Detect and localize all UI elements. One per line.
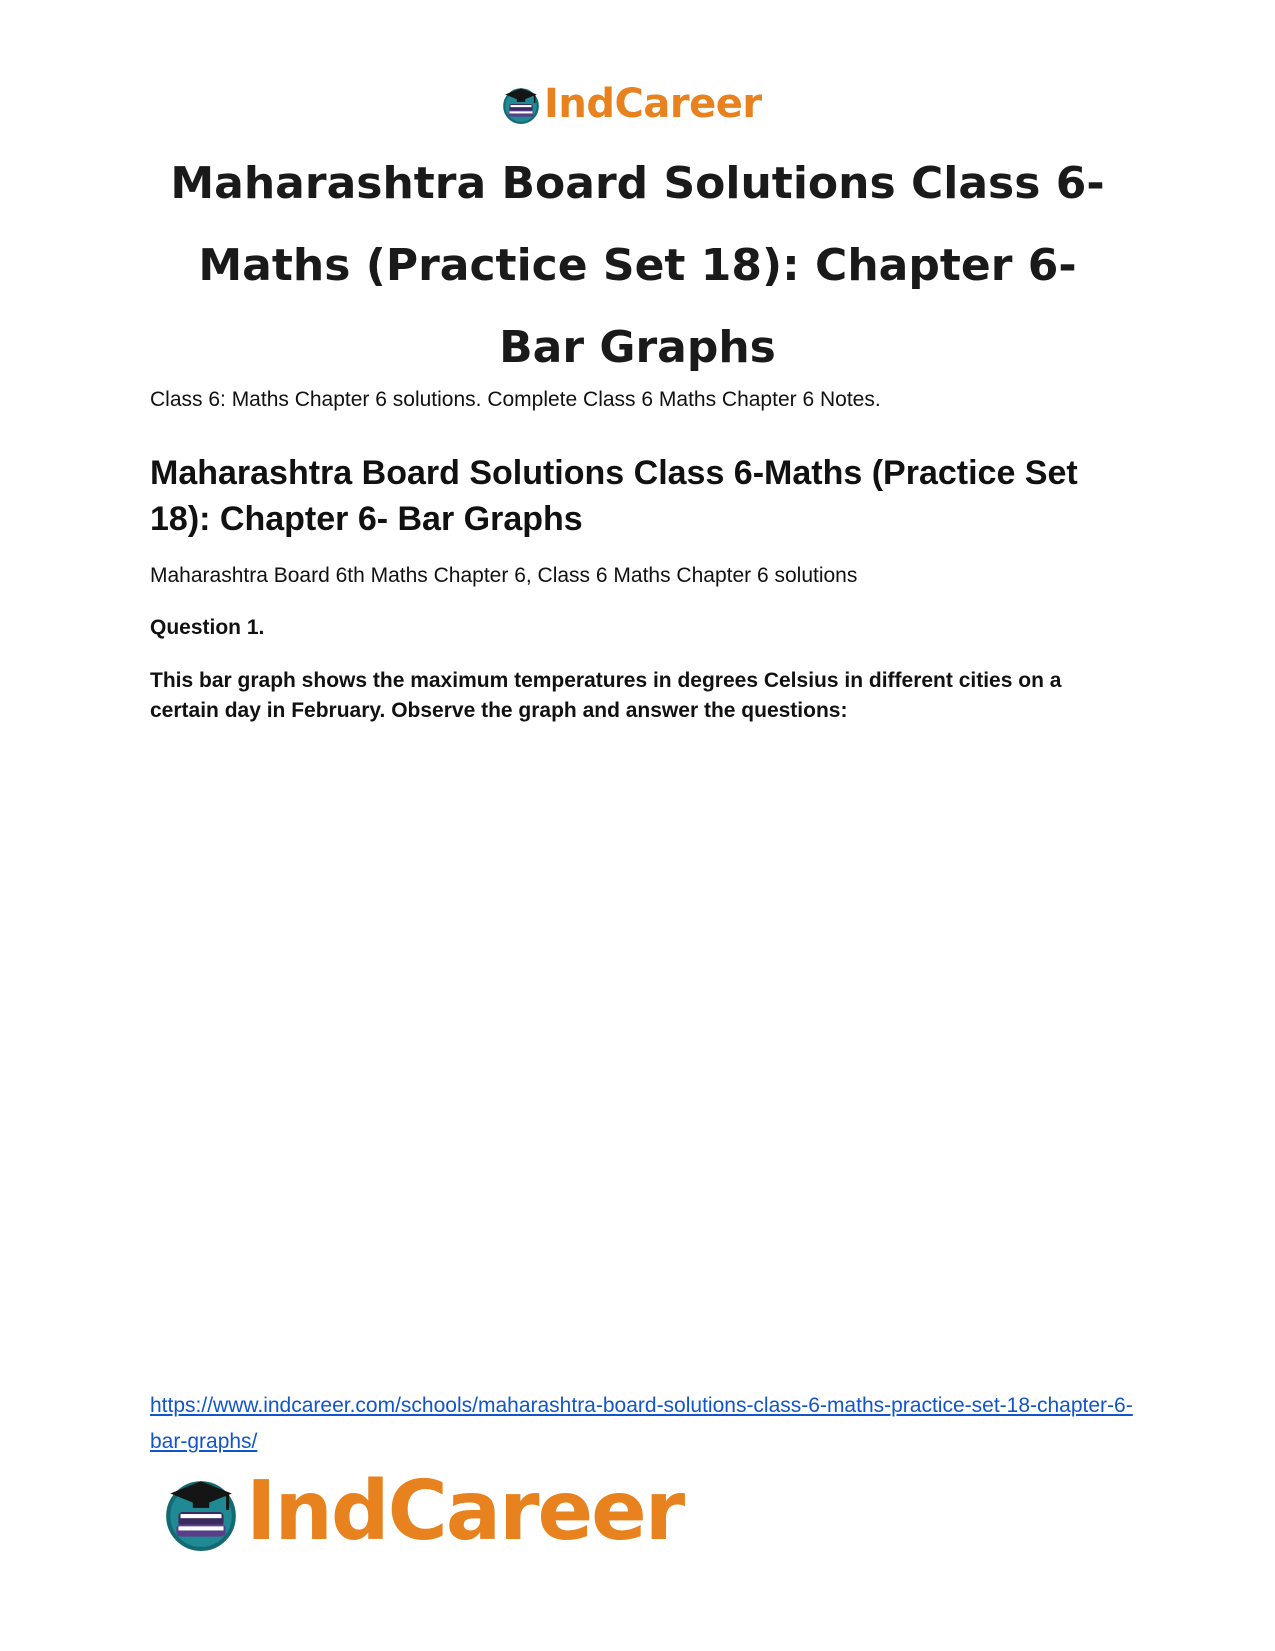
document-body (150, 386, 1135, 726)
section-heading: Maharashtra Board Solutions Class 6-Maths (Practice Set 18): Chapter 6- Bar Graphs (150, 454, 1078, 538)
header-logo (500, 80, 762, 128)
board-description: Maharashtra Board 6th Maths Chapter 6, Class 6 Maths Chapter 6 solutions (150, 564, 858, 587)
question-label: Question 1. (150, 616, 265, 639)
page-title: Maharashtra Board Solutions Class 6-Maths (Practice Set 18): Chapter 6- Bar Graphs (170, 158, 1105, 373)
question-text: This bar graph shows the maximum temperatures in degrees Celsius in different cities on a certain day in February. Observe the graph and answer the questions: (150, 669, 1062, 722)
footer-logo (160, 1462, 683, 1562)
footer-logo-text: IndCareer (246, 1464, 684, 1559)
logo-emblem-icon (160, 1471, 242, 1553)
logo-emblem-icon (500, 83, 542, 125)
intro-paragraph: Class 6: Maths Chapter 6 solutions. Complete Class 6 Maths Chapter 6 Notes. (150, 388, 881, 411)
header-logo-text: IndCareer (544, 81, 762, 127)
source-url-link[interactable]: https://www.indcareer.com/schools/maharashtra-board-solutions-class-6-maths-practice-set-18-chapter-6-bar-graphs/ (150, 1394, 1133, 1453)
